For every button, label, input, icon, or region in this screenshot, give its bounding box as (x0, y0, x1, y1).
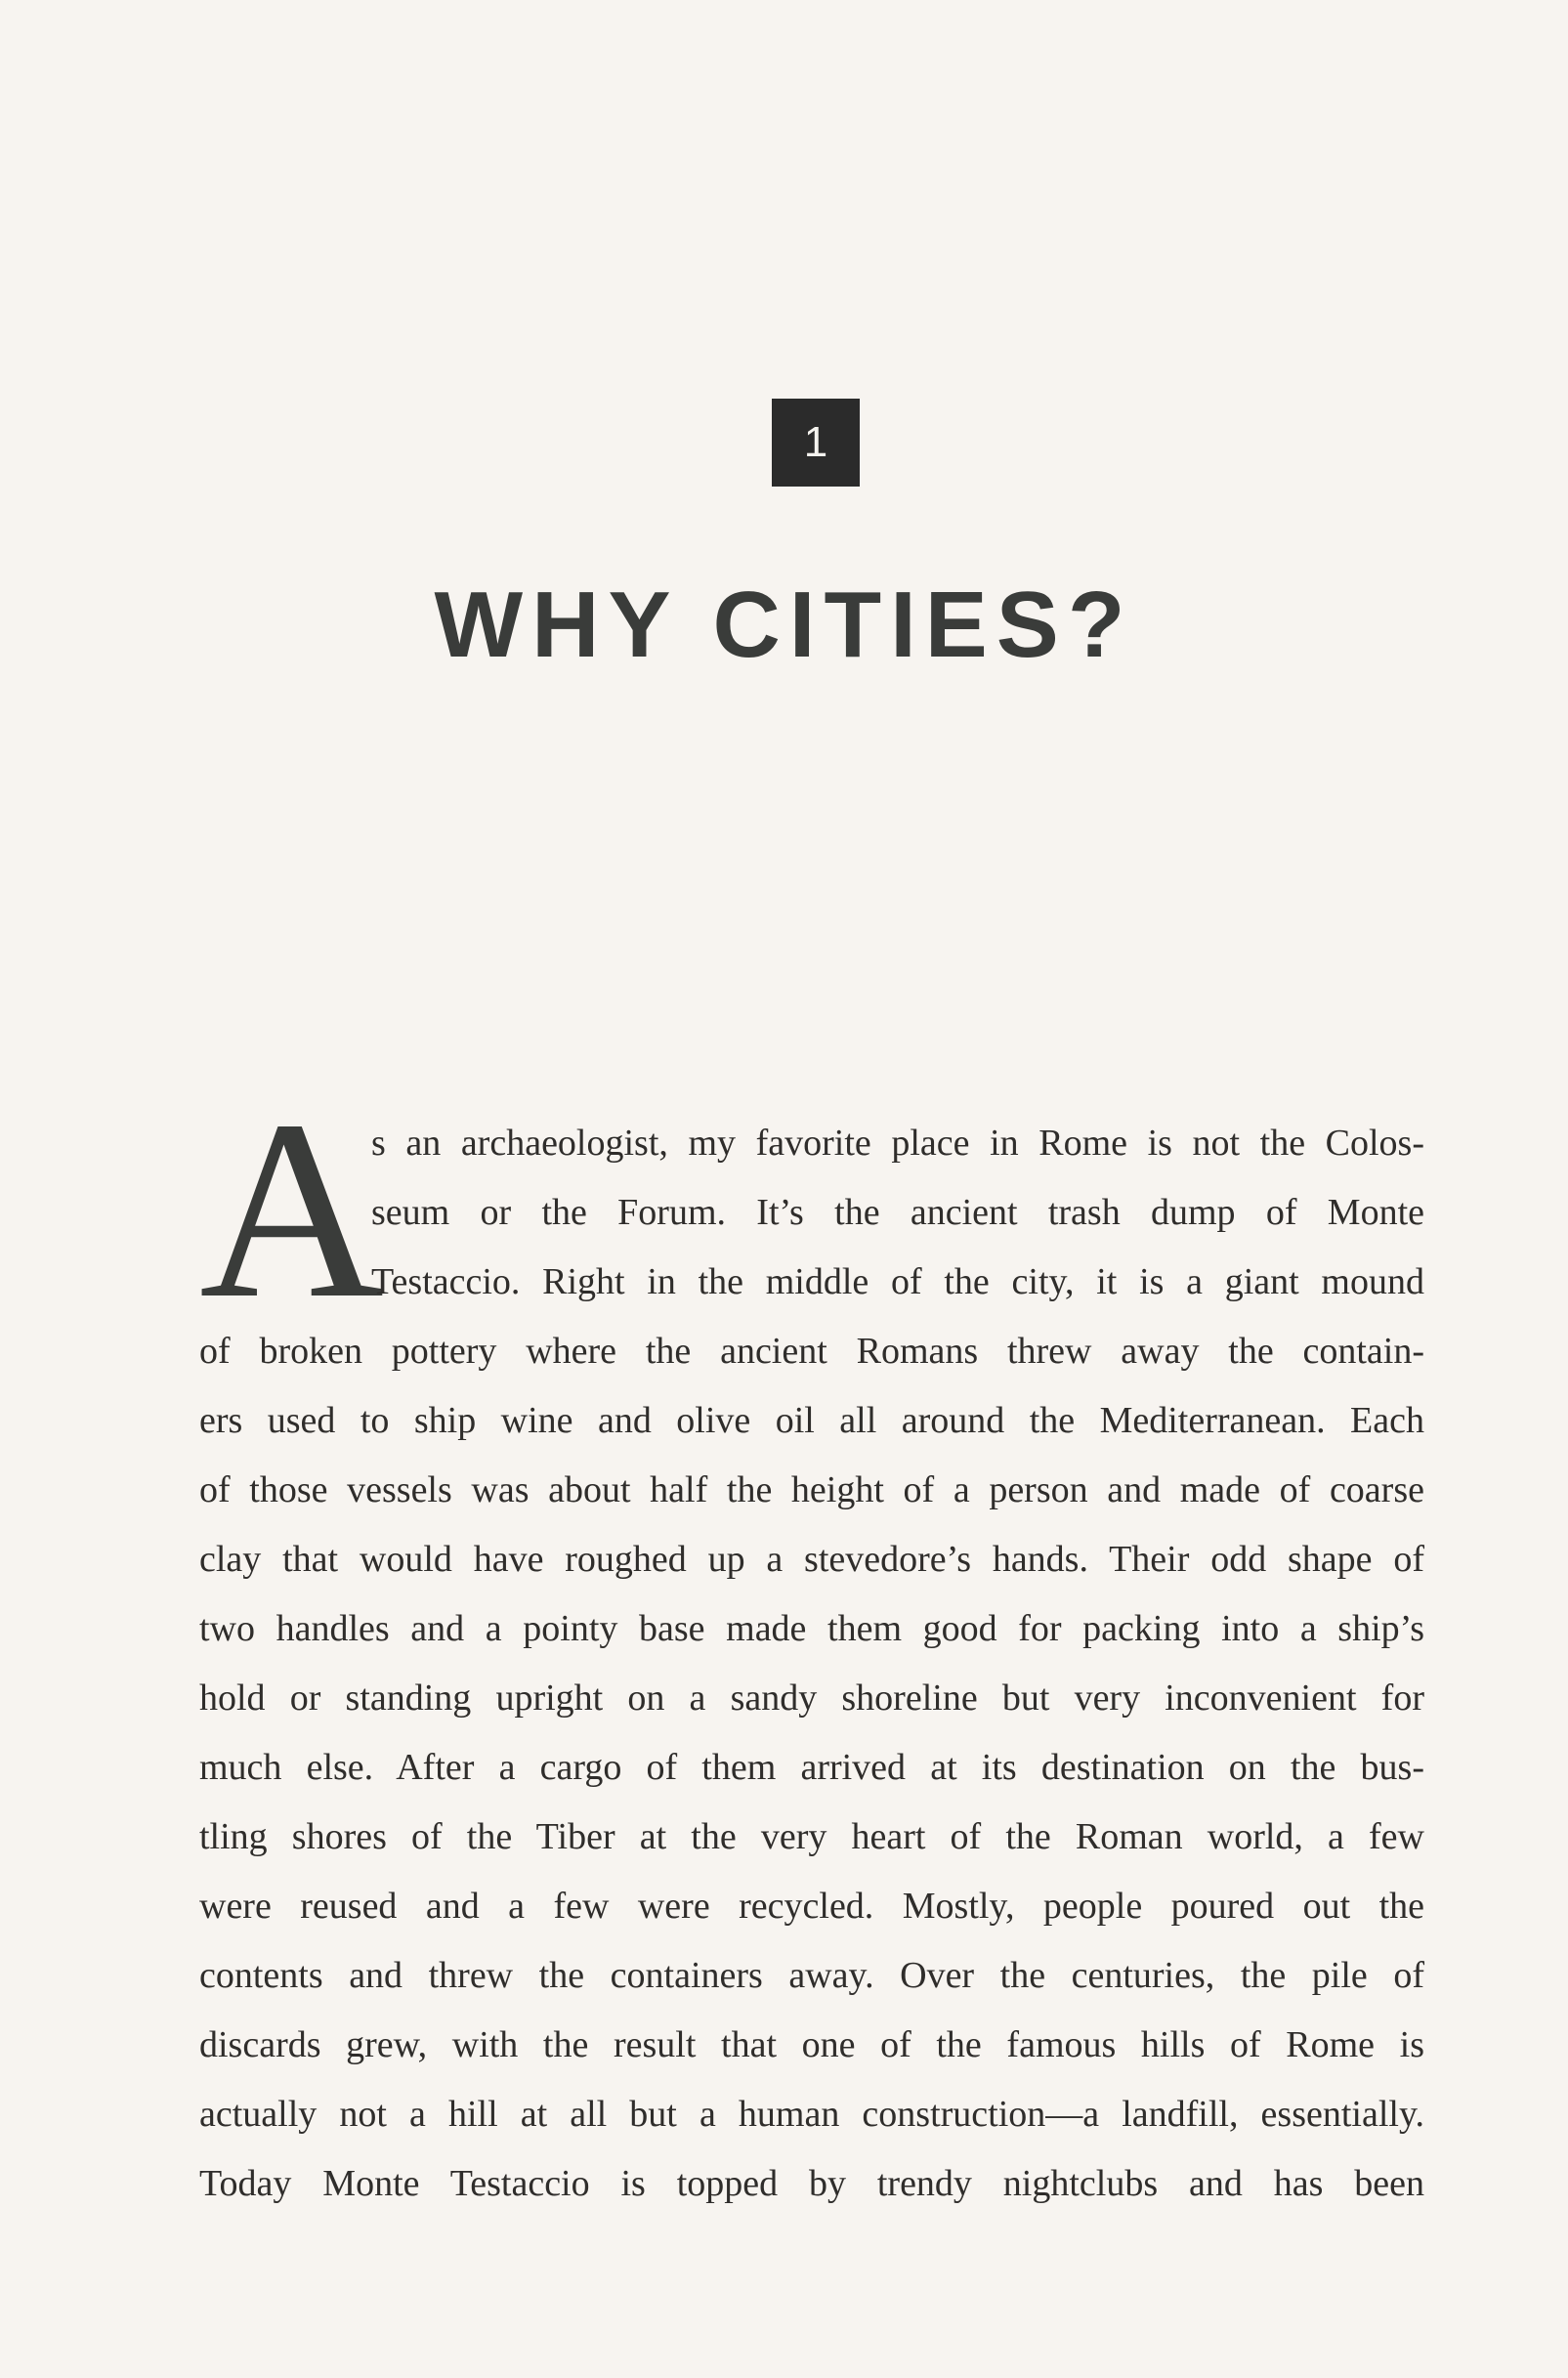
text-line: were reused and a few were recycled. Mostly, people poured out the (199, 1886, 1424, 1927)
drop-cap: A (199, 1068, 385, 1351)
chapter-number-badge: 1 (772, 399, 860, 487)
text-line: hold or standing upright on a sandy shoreline but very inconvenient for (199, 1677, 1424, 1719)
text-line: actually not a hill at all but a human construction—a landfill, essentially. (199, 2094, 1424, 2135)
text-line: Today Monte Testaccio is topped by trendy nightclubs and has been (199, 2163, 1424, 2204)
text-line: tling shores of the Tiber at the very heart of the Roman world, a few (199, 1816, 1424, 1857)
text-line: much else. After a cargo of them arrived at its destination on the bus- (199, 1747, 1424, 1788)
text-line: of those vessels was about half the height of a person and made of coarse (199, 1469, 1424, 1510)
text-line: of broken pottery where the ancient Romans threw away the contain- (199, 1331, 1424, 1372)
text-line: two handles and a pointy base made them good for packing into a ship’s (199, 1608, 1424, 1649)
chapter-title: WHY CITIES? (434, 573, 1134, 677)
text-line: ers used to ship wine and olive oil all around the Mediterranean. Each (199, 1400, 1424, 1441)
text-line: discards grew, with the result that one of the famous hills of Rome is (199, 2024, 1424, 2065)
text-line: s an archaeologist, my favorite place in Rome is not the Colos- (371, 1123, 1424, 1164)
text-line: clay that would have roughed up a stevedore’s hands. Their odd shape of (199, 1539, 1424, 1580)
text-line: contents and threw the containers away. Over the centuries, the pile of (199, 1955, 1424, 1996)
text-line: Testaccio. Right in the middle of the city, it is a giant mound (371, 1261, 1424, 1302)
text-line: seum or the Forum. It’s the ancient trash dump of Monte (371, 1192, 1424, 1233)
